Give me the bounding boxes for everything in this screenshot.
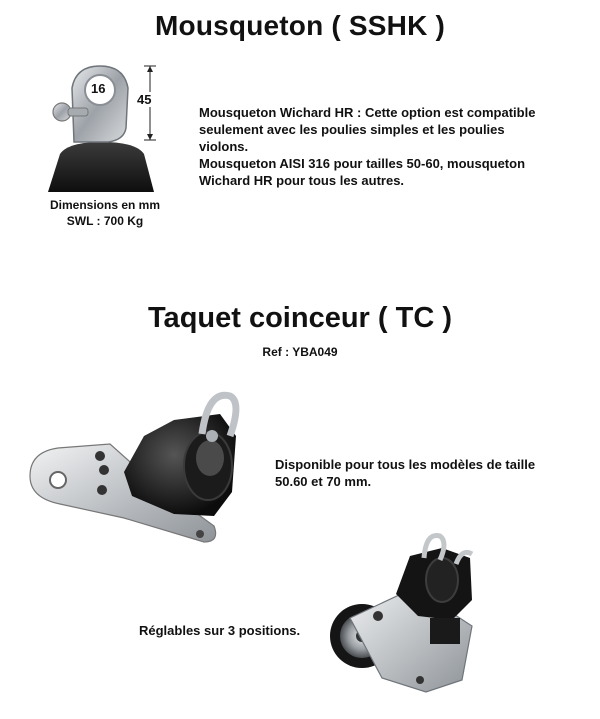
sshk-description [199,104,591,189]
tc-adjustable-note: Réglables sur 3 positions. [139,623,301,638]
cam-cleat-illustration [24,386,254,546]
inner-diameter-label: 16 [91,81,106,96]
sshk-description-line: Mousqueton Wichard HR : Cette option est compatible [199,105,536,120]
shackle-illustration [38,58,168,194]
tc-availability-line: 50.60 et 70 mm. [275,474,372,489]
swl-label: SWL : 700 Kg [66,214,144,228]
sshk-description-line: Mousqueton AISI 316 pour tailles 50-60, mousqueton [199,156,526,171]
tc-availability [275,456,595,490]
tc-title: Taquet coinceur ( TC ) [148,302,452,334]
tc-reference: Ref : YBA049 [262,345,338,359]
sshk-description-line: seulement avec les poulies simples et les poulies [199,122,505,137]
block-with-cleat-illustration [322,530,482,698]
sshk-description-line: Wichard HR pour tous les autres. [199,173,405,188]
sshk-caption [20,197,190,229]
height-dimension-label: 45 [137,92,152,107]
tc-availability-line: Disponible pour tous les modèles de taille [275,457,536,472]
dimensions-unit-label: Dimensions en mm [49,198,161,212]
sshk-title: Mousqueton ( SSHK ) [155,10,445,41]
sshk-description-line: violons. [199,139,249,154]
